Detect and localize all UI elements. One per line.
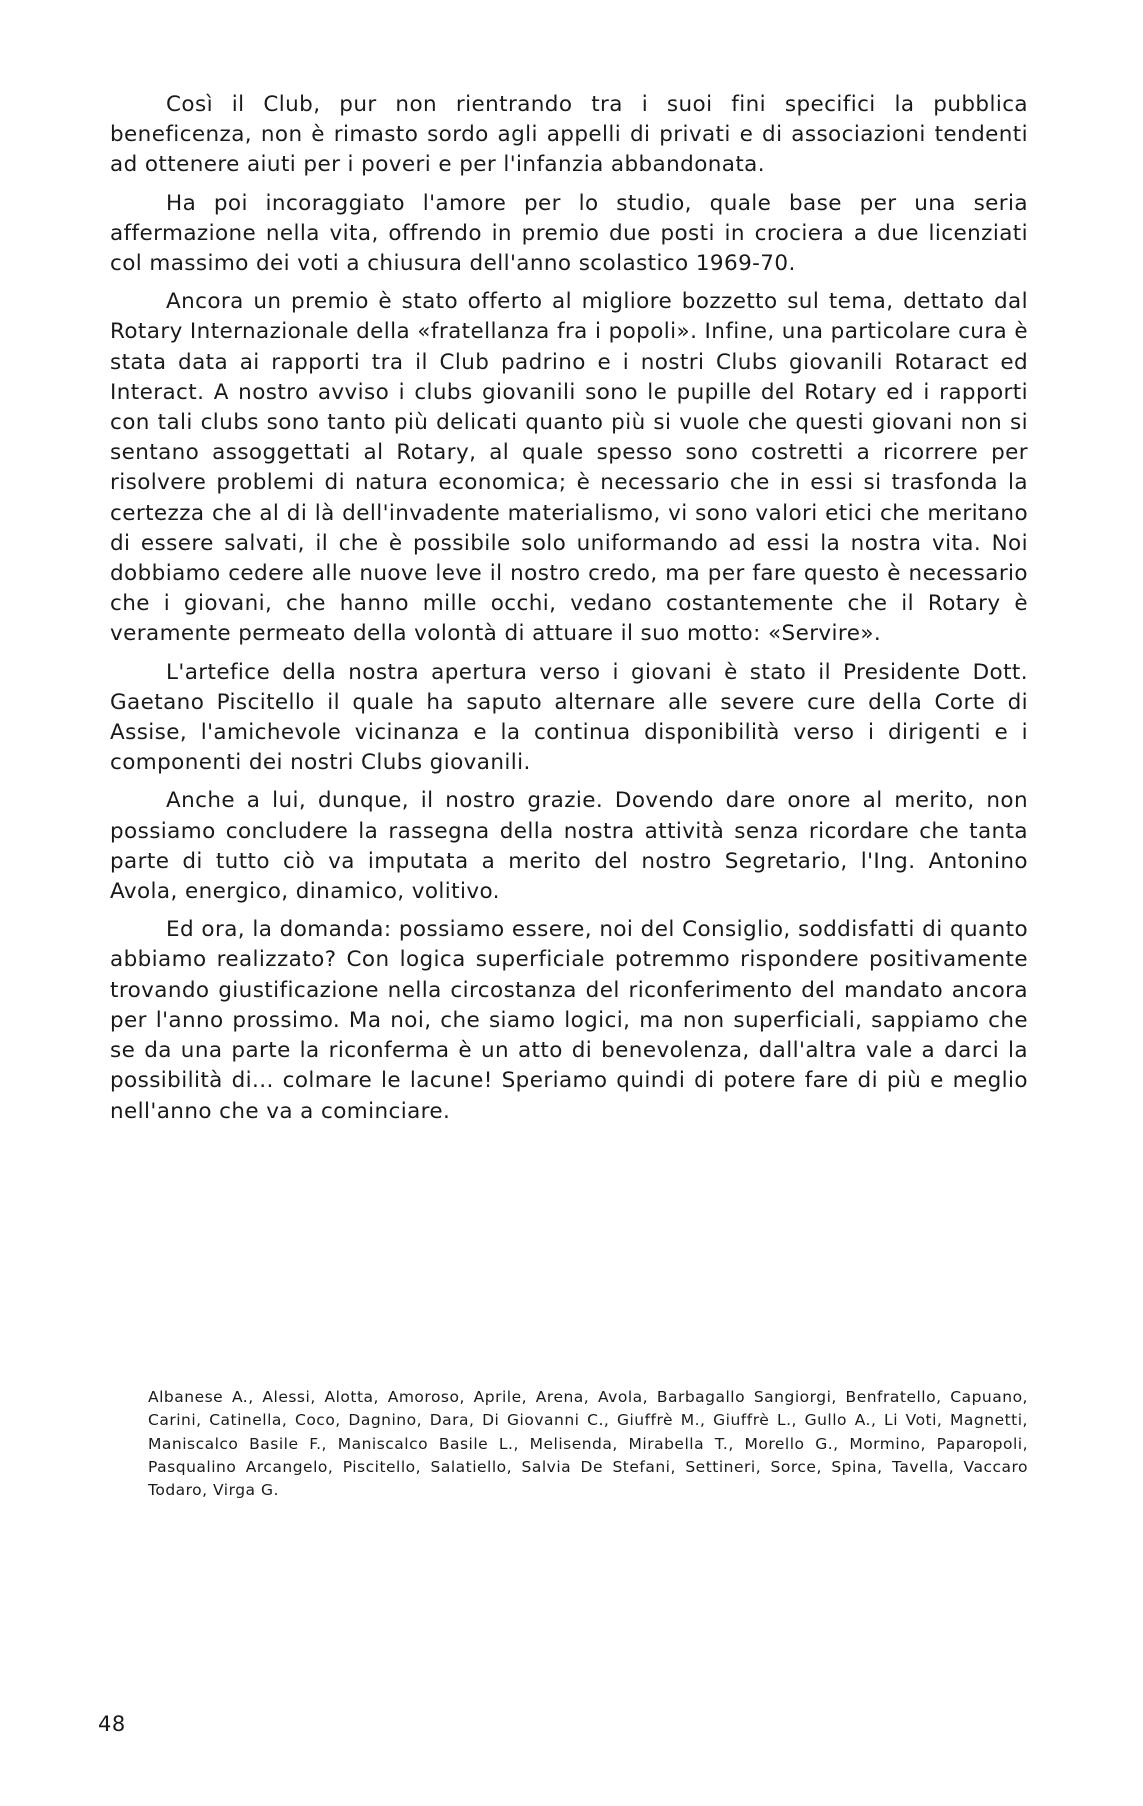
body-text [110, 90, 1028, 1135]
paragraph-study-prize: Ha poi incoraggiato l'amore per lo studio, quale base per una seria affermazione nella vita, offrendo in premio due posti in crociera a due licenziati col massimo dei voti a chiusura dell'anno scolastico 1969-70. [110, 190, 1028, 277]
members-list: Albanese A., Alessi, Alotta, Amoroso, Aprile, Arena, Avola, Barbagallo Sangiorgi, Benfratello, Capuano, Carini, Catinella, Coco, Dagnino, Dara, Di Giovanni C., Giuffrè M., Giuffrè L., Gullo A., Li Voti, Magnetti, Maniscalco Basile F., Maniscalco Basile L., Melisenda, Mirabella T., Morello G., Mormino, Paparopoli, Pasqualino Arcangelo, Piscitello, Salatiello, Salvia De Stefani, Settineri, Sorce, Spina, Tavella, Vaccaro Todaro, Virga G. [148, 1388, 1028, 1500]
paragraph-youth-clubs: Ancora un premio è stato offerto al migliore bozzetto sul tema, dettato dal Rotary Internazionale della «fratellanza fra i popoli». Infine, una particolare cura è stata data ai rapporti tra il Club padrino e i nostri Clubs giovanili Rotaract ed Interact. A nostro avviso i clubs giovanili sono le pupille del Rotary ed i rapporti con tali clubs sono tanto più delicati quanto più si vuole che questi giovani non si sentano assoggettati al Rotary, al quale spesso sono costretti a ricorrere per risolvere problemi di natura economica; è necessario che in essi si trasfonda la certezza che al di là dell'invadente materialismo, vi sono valori etici che meritano di essere salvati, il che è possibile solo uniformando ad essi la nostra vita. Noi dobbiamo cedere alle nuove leve il nostro credo, ma per fare questo è necessario che i giovani, che hanno mille occhi, vedano costantemente che il Rotary è veramente permeato della volontà di attuare il suo motto: «Servire». [110, 289, 1028, 647]
paragraph-president: L'artefice della nostra apertura verso i giovani è stato il Presidente Dott. Gaetano Piscitello il quale ha saputo alternare alle severe cure della Corte di Assise, l'amichevole vicinanza e la continua disponibilità verso i dirigenti e i componenti dei nostri Clubs giovanili. [110, 659, 1028, 776]
page-number: 48 [98, 1712, 126, 1736]
paragraph-charity: Così il Club, pur non rientrando tra i suoi fini specifici la pubblica beneficenza, non è rimasto sordo agli appelli di privati e di associazioni tendenti ad ottenere aiuti per i poveri e per l'infanzia abbandonata. [110, 92, 1028, 178]
paragraph-secretary: Anche a lui, dunque, il nostro grazie. Dovendo dare onore al merito, non possiamo concludere la rassegna della nostra attività senza ricordare che tanta parte di tutto ciò va imputata a merito del nostro Segretario, l'Ing. Antonino Avola, energico, dinamico, volitivo. [110, 788, 1028, 905]
paragraph-conclusion: Ed ora, la domanda: possiamo essere, noi del Consiglio, soddisfatti di quanto abbiamo realizzato? Con logica superficiale potremmo rispondere positivamente trovando giustificazione nella circostanza del riconferimento del mandato ancora per l'anno prossimo. Ma noi, che siamo logici, ma non superficiali, sappiamo che se da una parte la riconferma è un atto di benevolenza, dall'altra vale a darci la possibilità di... colmare le lacune! Speriamo quindi di potere fare di più e meglio nell'anno che va a cominciare. [110, 917, 1028, 1124]
